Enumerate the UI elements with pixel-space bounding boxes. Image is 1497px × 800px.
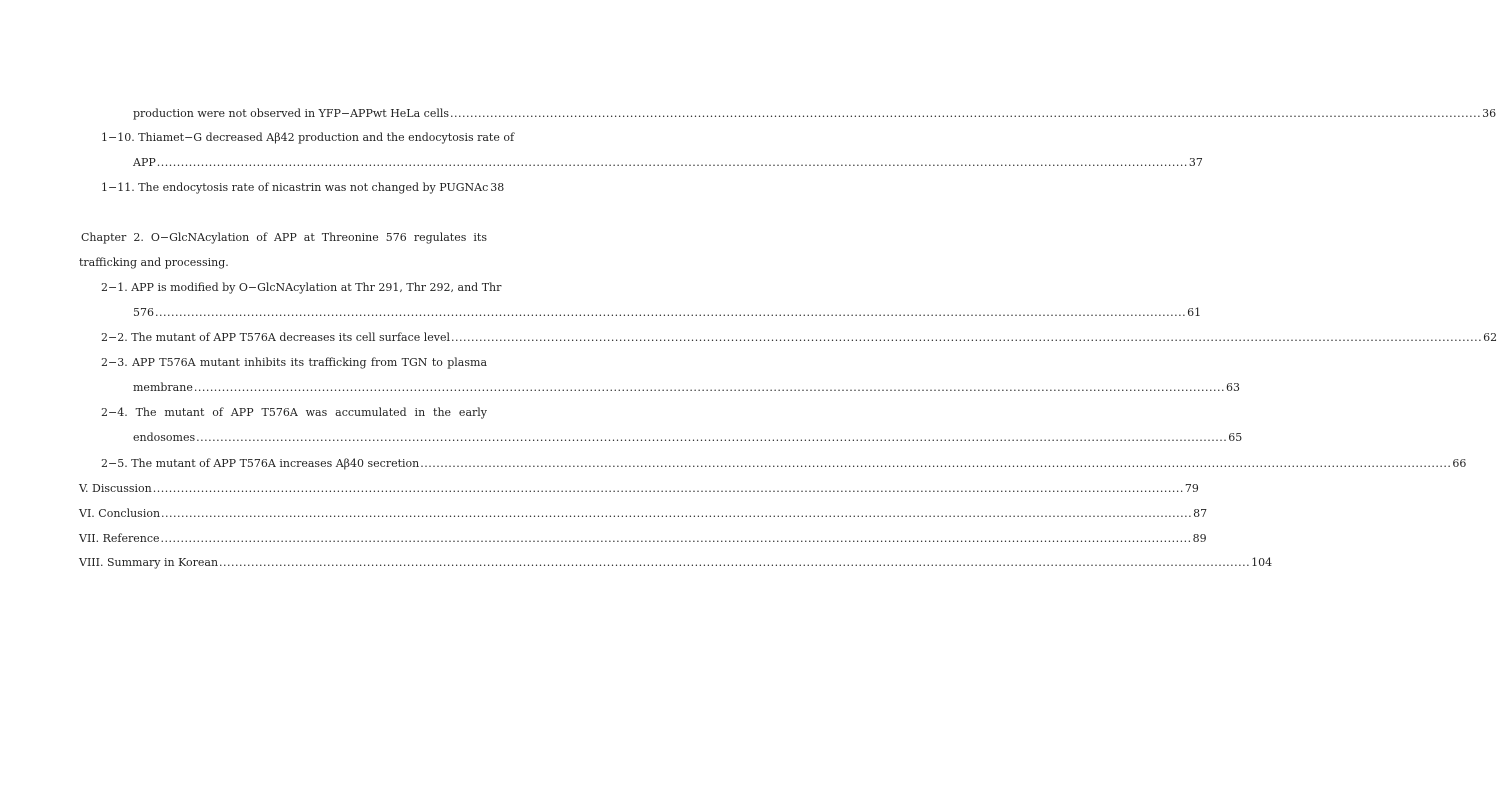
toc-leader-dots xyxy=(153,481,1184,497)
toc-entry xyxy=(79,555,1273,571)
toc-entry xyxy=(79,531,1207,547)
chapter-heading-text: Chapter 2. O−GlcNAcylation of APP at Threonine 576 regulates its xyxy=(81,231,487,244)
toc-entry xyxy=(133,305,1202,321)
toc-entry xyxy=(133,155,1203,171)
toc-entry xyxy=(101,405,487,421)
toc-entry-page: 79 xyxy=(1184,482,1199,495)
toc-entry-label: 2−3. APP T576A mutant inhibits its trafficking from TGN to plasma xyxy=(101,356,487,369)
chapter-heading-cont xyxy=(79,255,487,271)
toc-entry xyxy=(101,330,1497,346)
toc-leader-dots xyxy=(450,106,1481,122)
toc-entry-page: 66 xyxy=(1452,457,1467,470)
toc-entry-label: VI. Conclusion xyxy=(79,507,161,520)
toc-entry-label: APP xyxy=(133,156,156,169)
toc-leader-dots xyxy=(420,456,1451,472)
toc-entry xyxy=(133,430,1243,446)
toc-entry-page: 61 xyxy=(1187,306,1202,319)
toc-entry xyxy=(101,456,1467,472)
toc-entry-page: 38 xyxy=(490,181,505,194)
toc-entry-page: 87 xyxy=(1193,507,1208,520)
toc-entry xyxy=(79,481,1199,497)
toc-entry-label: VIII. Summary in Korean xyxy=(79,556,219,569)
toc-leader-dots xyxy=(157,155,1188,171)
chapter-heading xyxy=(81,230,487,246)
toc-entry xyxy=(79,506,1208,522)
toc-entry-label: 2−4. The mutant of APP T576A was accumulated in the early xyxy=(101,406,487,419)
toc-entry-label: VII. Reference xyxy=(79,532,160,545)
toc-entry-page: 89 xyxy=(1192,532,1207,545)
toc-entry xyxy=(101,130,515,146)
toc-entry-label: V. Discussion xyxy=(79,482,152,495)
toc-entry xyxy=(133,380,1240,396)
toc-entry-label: 576 xyxy=(133,306,154,319)
toc-leader-dots xyxy=(451,330,1482,346)
toc-entry-label: 1−11. The endocytosis rate of nicastrin was not changed by PUGNAc xyxy=(101,181,489,194)
toc-entry-label: 2−1. APP is modified by O−GlcNAcylation at Thr 291, Thr 292, and Thr xyxy=(101,281,502,294)
toc-leader-dots xyxy=(194,380,1225,396)
toc-entry xyxy=(101,280,502,296)
toc-entry-page: 63 xyxy=(1225,381,1240,394)
toc-entry-page: 36 xyxy=(1482,107,1497,120)
toc-leader-dots xyxy=(196,430,1227,446)
toc-entry xyxy=(101,180,505,196)
toc-entry-label: 2−2. The mutant of APP T576A decreases its cell surface level xyxy=(101,331,451,344)
toc-entry-page: 62 xyxy=(1483,331,1497,344)
toc-leader-dots xyxy=(161,506,1192,522)
toc-entry-label: production were not observed in YFP−APPwt HeLa cells xyxy=(133,107,450,120)
toc-entry-page: 65 xyxy=(1228,431,1243,444)
chapter-heading-text: trafficking and processing. xyxy=(79,256,229,269)
toc-entry-label: 2−5. The mutant of APP T576A increases Aβ40 secretion xyxy=(101,457,420,470)
toc-leader-dots xyxy=(219,555,1250,571)
toc-entry-page: 37 xyxy=(1188,156,1203,169)
toc-entry xyxy=(101,355,487,371)
toc-leader-dots xyxy=(161,531,1192,547)
toc-leader-dots xyxy=(155,305,1186,321)
toc-entry xyxy=(133,106,1497,122)
toc-entry-label: membrane xyxy=(133,381,193,394)
toc-entry-label: endosomes xyxy=(133,431,196,444)
toc-entry-label: 1−10. Thiamet−G decreased Aβ42 production and the endocytosis rate of xyxy=(101,131,515,144)
toc-entry-page: 104 xyxy=(1251,556,1273,569)
